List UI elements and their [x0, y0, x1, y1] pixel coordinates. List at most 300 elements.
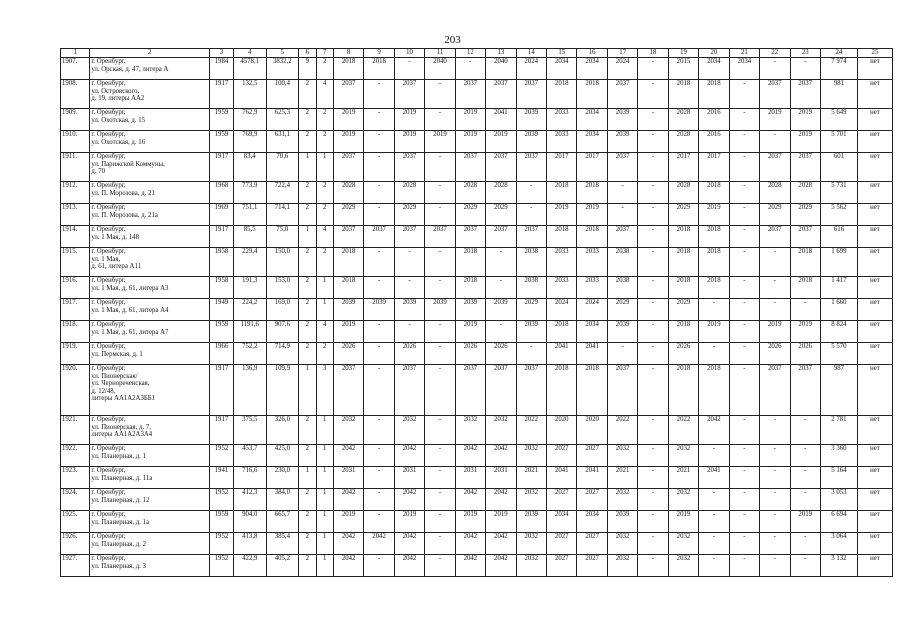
column-header-17: 17	[607, 49, 637, 58]
table-cell-col-9: -	[364, 204, 394, 226]
table-cell-col-7: 1	[316, 277, 333, 299]
table-cell-col-5: 153,0	[266, 277, 299, 299]
table-cell-col-6: 2	[299, 80, 316, 109]
table-cell-col-1: 1922.	[61, 445, 90, 467]
table-cell-col-3: 1941	[209, 467, 233, 489]
table-cell-col-8: 2037	[333, 226, 363, 248]
table-cell-col-11: 2019	[425, 131, 455, 153]
table-cell-col-1: 1909.	[61, 109, 90, 131]
table-cell-col-22: 2026	[760, 343, 790, 365]
table-cell-col-25: нет	[857, 277, 892, 299]
table-cell-col-1: 1920.	[61, 365, 90, 416]
table-cell-col-14: 2037	[516, 80, 546, 109]
table-cell-col-2: г. Оренбург, ул. 1 Мая, д. 61, литера А4	[90, 299, 210, 321]
table-cell-col-16: 2034	[577, 109, 607, 131]
table-cell-col-11: -	[425, 445, 455, 467]
table-cell-col-1: 1916.	[61, 277, 90, 299]
table-cell-col-12: 2018	[455, 248, 485, 277]
column-header-1: 1	[61, 49, 90, 58]
table-cell-col-5: 384,0	[266, 489, 299, 511]
table-cell-col-23: -	[790, 533, 820, 555]
table-cell-col-5: 109,9	[266, 365, 299, 416]
table-cell-col-15: 2033	[547, 109, 577, 131]
table-cell-col-21: -	[729, 299, 759, 321]
table-cell-col-20: -	[699, 555, 729, 577]
table-cell-col-3: 1958	[209, 277, 233, 299]
table-cell-col-8: 2026	[333, 343, 363, 365]
table-cell-col-10: 2026	[394, 343, 424, 365]
table-cell-col-22: -	[760, 445, 790, 467]
table-cell-col-24: 5 562	[820, 204, 857, 226]
table-cell-col-13: 2019	[486, 131, 516, 153]
table-cell-col-3: 1917	[209, 153, 233, 182]
table-cell-col-15: 2019	[547, 204, 577, 226]
table-cell-col-12: 2037	[455, 365, 485, 416]
table-cell-col-17: 2037	[607, 153, 637, 182]
table-cell-col-4: 769,9	[233, 131, 266, 153]
table-cell-col-9: 2039	[364, 299, 394, 321]
table-cell-col-3: 1959	[209, 321, 233, 343]
table-cell-col-12: 2026	[455, 343, 485, 365]
table-cell-col-17: 2032	[607, 533, 637, 555]
table-cell-col-5: 385,4	[266, 533, 299, 555]
table-cell-col-18: -	[638, 321, 668, 343]
table-cell-col-10: -	[394, 248, 424, 277]
table-cell-col-13: -	[486, 248, 516, 277]
table-cell-col-15: 2034	[547, 58, 577, 80]
table-cell-col-3: 1959	[209, 511, 233, 533]
table-cell-col-20: 2019	[699, 204, 729, 226]
table-cell-col-21: -	[729, 555, 759, 577]
column-header-6: 6	[299, 49, 316, 58]
table-cell-col-13: 2037	[486, 80, 516, 109]
column-header-21: 21	[729, 49, 759, 58]
table-cell-col-10: 2039	[394, 299, 424, 321]
table-cell-col-17: -	[607, 182, 637, 204]
table-cell-col-9: 2018	[364, 58, 394, 80]
table-cell-col-11: -	[425, 416, 455, 445]
column-header-5: 5	[266, 49, 299, 58]
table-cell-col-4: 751,1	[233, 204, 266, 226]
table-cell-col-21: -	[729, 416, 759, 445]
table-cell-col-6: 2	[299, 416, 316, 445]
table-cell-col-19: 2026	[668, 343, 698, 365]
table-cell-col-7: 4	[316, 226, 333, 248]
table-cell-col-6: 2	[299, 343, 316, 365]
table-cell-col-7: 4	[316, 80, 333, 109]
table-cell-col-1: 1908.	[61, 80, 90, 109]
table-cell-col-12: 2029	[455, 204, 485, 226]
table-cell-col-6: 2	[299, 299, 316, 321]
table-cell-col-4: 904,0	[233, 511, 266, 533]
table-cell-col-12: 2019	[455, 321, 485, 343]
table-cell-col-2: г. Оренбург, ул. Планерная, д. 1	[90, 445, 210, 467]
table-cell-col-3: 1968	[209, 182, 233, 204]
table-cell-col-25: нет	[857, 182, 892, 204]
column-header-20: 20	[699, 49, 729, 58]
table-cell-col-10: 2019	[394, 109, 424, 131]
table-cell-col-18: -	[638, 204, 668, 226]
table-cell-col-3: 1959	[209, 109, 233, 131]
table-cell-col-4: 375,5	[233, 416, 266, 445]
table-cell-col-13: 2042	[486, 445, 516, 467]
table-cell-col-4: 224,2	[233, 299, 266, 321]
table-cell-col-19: 2032	[668, 445, 698, 467]
table-cell-col-25: нет	[857, 511, 892, 533]
table-cell-col-1: 1925.	[61, 511, 90, 533]
table-cell-col-12: 2037	[455, 153, 485, 182]
table-cell-col-23: -	[790, 489, 820, 511]
table-cell-col-12: -	[455, 58, 485, 80]
table-cell-col-14: 2037	[516, 153, 546, 182]
table-cell-col-11: 2039	[425, 299, 455, 321]
table-row	[61, 153, 893, 182]
table-cell-col-19: 2018	[668, 226, 698, 248]
table-cell-col-19: 2017	[668, 153, 698, 182]
table-cell-col-15: 2024	[547, 299, 577, 321]
table-cell-col-11: -	[425, 533, 455, 555]
table-cell-col-16: 2027	[577, 533, 607, 555]
table-row	[61, 365, 893, 416]
table-cell-col-14: 2021	[516, 467, 546, 489]
table-cell-col-2: г. Оренбург, ул. Орская, д. 47, литера А	[90, 58, 210, 80]
table-cell-col-2: г. Оренбург, ул. 1 Мая, д. 61, литера А3	[90, 277, 210, 299]
table-cell-col-15: 2033	[547, 277, 577, 299]
table-cell-col-5: 714,9	[266, 343, 299, 365]
table-cell-col-8: 2019	[333, 511, 363, 533]
table-cell-col-1: 1913.	[61, 204, 90, 226]
table-cell-col-17: 2039	[607, 109, 637, 131]
table-cell-col-11: -	[425, 467, 455, 489]
column-header-15: 15	[547, 49, 577, 58]
table-cell-col-2: г. Оренбург, ул. П. Морозова, д. 21	[90, 182, 210, 204]
table-cell-col-15: 2018	[547, 226, 577, 248]
table-cell-col-23: 2019	[790, 511, 820, 533]
table-cell-col-11: -	[425, 321, 455, 343]
table-cell-col-9: -	[364, 131, 394, 153]
table-cell-col-23: 2026	[790, 343, 820, 365]
table-cell-col-15: 2017	[547, 153, 577, 182]
table-cell-col-16: 2019	[577, 204, 607, 226]
table-cell-col-22: 2037	[760, 365, 790, 416]
table-row	[61, 131, 893, 153]
table-cell-col-22: -	[760, 58, 790, 80]
table-cell-col-6: 2	[299, 248, 316, 277]
table-cell-col-2: г. Оренбург, ул. 1 Мая, д. 61, литера А7	[90, 321, 210, 343]
table-cell-col-2: г. Оренбург, ул. П. Морозова, д. 21а	[90, 204, 210, 226]
table-row	[61, 321, 893, 343]
table-cell-col-22: -	[760, 277, 790, 299]
table-cell-col-4: 4578,1	[233, 58, 266, 80]
table-cell-col-24: 616	[820, 226, 857, 248]
table-cell-col-3: 1917	[209, 365, 233, 416]
table-cell-col-7: 2	[316, 58, 333, 80]
table-cell-col-14: 2039	[516, 131, 546, 153]
table-cell-col-14: 2039	[516, 109, 546, 131]
table-cell-col-7: 1	[316, 511, 333, 533]
table-cell-col-25: нет	[857, 555, 892, 577]
table-cell-col-12: 2019	[455, 109, 485, 131]
table-cell-col-2: г. Оренбург, ул. Планерная, д. 11а	[90, 467, 210, 489]
table-cell-col-5: 169,0	[266, 299, 299, 321]
table-cell-col-22: -	[760, 489, 790, 511]
table-cell-col-1: 1918.	[61, 321, 90, 343]
table-cell-col-11: -	[425, 153, 455, 182]
table-cell-col-8: 2019	[333, 109, 363, 131]
table-cell-col-3: 1952	[209, 445, 233, 467]
table-cell-col-10: 2037	[394, 365, 424, 416]
table-cell-col-17: 2037	[607, 80, 637, 109]
table-cell-col-8: 2019	[333, 321, 363, 343]
table-cell-col-14: 2039	[516, 321, 546, 343]
table-cell-col-17: 2037	[607, 226, 637, 248]
table-cell-col-2: г. Оренбург, ул. Планерная, д. 12	[90, 489, 210, 511]
table-cell-col-25: нет	[857, 343, 892, 365]
table-cell-col-18: -	[638, 182, 668, 204]
table-cell-col-5: 714,1	[266, 204, 299, 226]
table-cell-col-11: 2040	[425, 58, 455, 80]
table-cell-col-17: 2022	[607, 416, 637, 445]
column-header-14: 14	[516, 49, 546, 58]
column-header-2: 2	[90, 49, 210, 58]
table-cell-col-7: 1	[316, 416, 333, 445]
table-cell-col-8: 2037	[333, 365, 363, 416]
table-row	[61, 343, 893, 365]
table-cell-col-16: 2027	[577, 489, 607, 511]
table-cell-col-13: 2042	[486, 489, 516, 511]
table-cell-col-12: 2042	[455, 555, 485, 577]
table-cell-col-25: нет	[857, 226, 892, 248]
table-cell-col-18: -	[638, 343, 668, 365]
table-cell-col-12: 2042	[455, 533, 485, 555]
table-cell-col-5: 405,2	[266, 555, 299, 577]
table-cell-col-19: 2018	[668, 248, 698, 277]
table-cell-col-23: -	[790, 467, 820, 489]
table-cell-col-1: 1912.	[61, 182, 90, 204]
table-row	[61, 511, 893, 533]
table-cell-col-19: 2029	[668, 204, 698, 226]
table-cell-col-24: 1 699	[820, 248, 857, 277]
table-cell-col-22: -	[760, 467, 790, 489]
table-cell-col-4: 762,9	[233, 109, 266, 131]
table-cell-col-10: 2042	[394, 445, 424, 467]
table-cell-col-16: 2034	[577, 511, 607, 533]
table-cell-col-6: 2	[299, 533, 316, 555]
table-cell-col-7: 1	[316, 445, 333, 467]
table-cell-col-23: 2018	[790, 277, 820, 299]
table-cell-col-10: 2042	[394, 489, 424, 511]
table-cell-col-4: 453,7	[233, 445, 266, 467]
table-cell-col-21: 2034	[729, 58, 759, 80]
table-cell-col-9: -	[364, 416, 394, 445]
table-cell-col-14: -	[516, 343, 546, 365]
table-cell-col-7: 1	[316, 533, 333, 555]
table-cell-col-5: 625,3	[266, 109, 299, 131]
table-cell-col-7: 2	[316, 343, 333, 365]
table-cell-col-4: 229,4	[233, 248, 266, 277]
table-cell-col-19: 2018	[668, 365, 698, 416]
table-cell-col-5: 631,1	[266, 131, 299, 153]
table-cell-col-24: 5 731	[820, 182, 857, 204]
table-cell-col-21: -	[729, 467, 759, 489]
table-cell-col-14: 2037	[516, 226, 546, 248]
table-cell-col-18: -	[638, 109, 668, 131]
table-cell-col-13: 2028	[486, 182, 516, 204]
table-cell-col-21: -	[729, 343, 759, 365]
table-cell-col-14: 2038	[516, 248, 546, 277]
table-cell-col-22: -	[760, 416, 790, 445]
table-row	[61, 467, 893, 489]
table-cell-col-12: 2042	[455, 445, 485, 467]
table-cell-col-8: 2042	[333, 533, 363, 555]
table-cell-col-22: 2029	[760, 204, 790, 226]
table-cell-col-3: 1917	[209, 416, 233, 445]
table-cell-col-19: 2018	[668, 277, 698, 299]
table-cell-col-7: 2	[316, 109, 333, 131]
table-cell-col-24: 1 417	[820, 277, 857, 299]
table-cell-col-24: 987	[820, 365, 857, 416]
table-cell-col-25: нет	[857, 58, 892, 80]
table-cell-col-18: -	[638, 416, 668, 445]
table-cell-col-2: г. Оренбург, ул. 1 Мая, д. 148	[90, 226, 210, 248]
table-cell-col-6: 2	[299, 204, 316, 226]
table-cell-col-8: 2042	[333, 489, 363, 511]
table-cell-col-8: 2029	[333, 204, 363, 226]
table-cell-col-23: 2028	[790, 182, 820, 204]
table-cell-col-23: 2037	[790, 226, 820, 248]
table-cell-col-20: 2017	[699, 153, 729, 182]
table-cell-col-16: 2041	[577, 467, 607, 489]
column-header-10: 10	[394, 49, 424, 58]
table-cell-col-20: 2019	[699, 321, 729, 343]
table-row	[61, 226, 893, 248]
table-cell-col-18: -	[638, 226, 668, 248]
table-cell-col-4: 412,3	[233, 489, 266, 511]
table-cell-col-20: 2016	[699, 131, 729, 153]
table-cell-col-20: 2042	[699, 416, 729, 445]
table-cell-col-13: 2041	[486, 109, 516, 131]
table-cell-col-1: 1926.	[61, 533, 90, 555]
table-header	[61, 49, 893, 58]
table-cell-col-22: 2037	[760, 80, 790, 109]
table-cell-col-6: 1	[299, 153, 316, 182]
table-cell-col-20: 2018	[699, 365, 729, 416]
table-cell-col-13: 2019	[486, 511, 516, 533]
table-cell-col-6: 2	[299, 555, 316, 577]
table-cell-col-25: нет	[857, 153, 892, 182]
table-cell-col-6: 2	[299, 445, 316, 467]
column-header-12: 12	[455, 49, 485, 58]
table-cell-col-6: 2	[299, 321, 316, 343]
table-cell-col-17: 2037	[607, 365, 637, 416]
table-cell-col-7: 1	[316, 555, 333, 577]
table-row	[61, 445, 893, 467]
table-cell-col-12: 2019	[455, 131, 485, 153]
table-cell-col-8: 2018	[333, 58, 363, 80]
table-row	[61, 299, 893, 321]
table-row	[61, 277, 893, 299]
table-cell-col-14: 2029	[516, 299, 546, 321]
table-cell-col-4: 716,6	[233, 467, 266, 489]
table-cell-col-6: 2	[299, 131, 316, 153]
table-cell-col-24: 3 132	[820, 555, 857, 577]
table-cell-col-8: 2018	[333, 277, 363, 299]
table-row	[61, 533, 893, 555]
table-cell-col-20: -	[699, 299, 729, 321]
table-cell-col-3: 1917	[209, 80, 233, 109]
table-cell-col-9: 2037	[364, 226, 394, 248]
table-cell-col-23: 2029	[790, 204, 820, 226]
column-header-24: 24	[820, 49, 857, 58]
table-cell-col-23: 2019	[790, 131, 820, 153]
table-cell-col-24: 5 570	[820, 343, 857, 365]
table-cell-col-23: 2037	[790, 153, 820, 182]
table-cell-col-8: 2039	[333, 299, 363, 321]
table-cell-col-18: -	[638, 58, 668, 80]
table-cell-col-24: 3 360	[820, 445, 857, 467]
table-cell-col-17: 2032	[607, 489, 637, 511]
table-cell-col-3: 1958	[209, 248, 233, 277]
table-cell-col-14: -	[516, 182, 546, 204]
table-cell-col-15: 2027	[547, 533, 577, 555]
table-cell-col-7: 2	[316, 131, 333, 153]
table-cell-col-6: 2	[299, 489, 316, 511]
table-cell-col-9: -	[364, 80, 394, 109]
column-header-19: 19	[668, 49, 698, 58]
table-cell-col-7: 3	[316, 365, 333, 416]
table-cell-col-22: -	[760, 533, 790, 555]
table-cell-col-10: -	[394, 277, 424, 299]
table-cell-col-17: 2039	[607, 511, 637, 533]
table-cell-col-24: 3 053	[820, 489, 857, 511]
table-cell-col-13: -	[486, 277, 516, 299]
table-cell-col-10: -	[394, 321, 424, 343]
column-header-25: 25	[857, 49, 892, 58]
table-cell-col-10: 2042	[394, 533, 424, 555]
table-cell-col-17: -	[607, 204, 637, 226]
table-cell-col-17: 2039	[607, 131, 637, 153]
table-cell-col-24: 5 701	[820, 131, 857, 153]
table-cell-col-23: 2019	[790, 109, 820, 131]
column-header-3: 3	[209, 49, 233, 58]
table-cell-col-16: 2033	[577, 277, 607, 299]
table-cell-col-9: -	[364, 555, 394, 577]
table-cell-col-15: 2041	[547, 343, 577, 365]
table-cell-col-10: 2028	[394, 182, 424, 204]
table-cell-col-21: -	[729, 489, 759, 511]
table-row	[61, 58, 893, 80]
table-cell-col-6: 2	[299, 277, 316, 299]
table-cell-col-7: 2	[316, 204, 333, 226]
table-cell-col-16: 2024	[577, 299, 607, 321]
table-cell-col-25: нет	[857, 131, 892, 153]
table-cell-col-25: нет	[857, 248, 892, 277]
table-cell-col-2: г. Оренбург, ул. Планерная, д. 3	[90, 555, 210, 577]
table-cell-col-21: -	[729, 153, 759, 182]
table-cell-col-18: -	[638, 555, 668, 577]
table-cell-col-8: 2037	[333, 80, 363, 109]
table-cell-col-11: -	[425, 182, 455, 204]
table-cell-col-3: 1952	[209, 555, 233, 577]
table-cell-col-1: 1910.	[61, 131, 90, 153]
table-cell-col-9: -	[364, 445, 394, 467]
table-cell-col-16: 2027	[577, 445, 607, 467]
table-cell-col-23: 2019	[790, 321, 820, 343]
table-cell-col-24: 981	[820, 80, 857, 109]
table-cell-col-10: 2029	[394, 204, 424, 226]
table-cell-col-24: 3 064	[820, 533, 857, 555]
table-cell-col-3: 1969	[209, 204, 233, 226]
